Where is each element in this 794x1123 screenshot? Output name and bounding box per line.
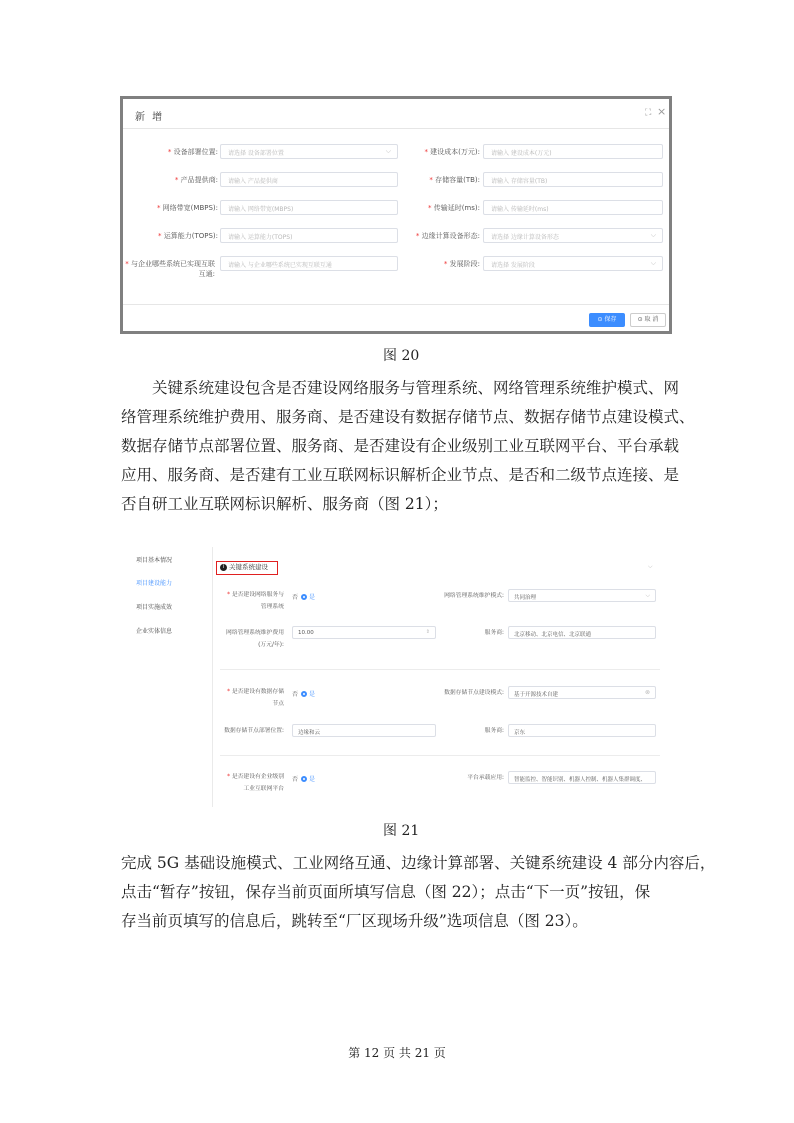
paragraph-line: 关键系统建设包含是否建设网络服务与管理系统、网络管理系统维护模式、网 — [152, 379, 680, 397]
field-label: * 产品提供商: — [174, 176, 218, 184]
radio-group[interactable]: 否 是 — [292, 594, 316, 601]
storage-capacity-input[interactable]: 请输入 存储容量(TB) — [483, 172, 663, 187]
paragraph-line: 数据存储节点部署位置、服务商、是否建设有企业级别工业互联网平台、平台承载 — [121, 437, 680, 455]
field-label: * 是否建设网络服务与 管理系统 — [227, 592, 284, 610]
paragraph-line: 否自研工业互联网标识解析、服务商（图 21）； — [121, 495, 448, 513]
figure-21-form — [130, 545, 666, 807]
paragraph-line: 点击“暂存”按钮，保存当前页面所填写信息（图 22）；点击“下一页”按钮，保 — [121, 883, 651, 901]
fullscreen-icon[interactable]: ⛶ — [645, 108, 652, 118]
radio-button[interactable] — [301, 776, 307, 782]
product-provider-input[interactable]: 请输入 产品提供商 — [220, 172, 398, 187]
paragraph-line: 存当前页填写的信息后，跳转至“厂区现场升级”选项信息（图 23）。 — [121, 912, 588, 930]
storage-location-input[interactable]: 边缘和云 — [292, 724, 436, 737]
field-label: * 设备部署位置: — [167, 148, 218, 156]
chevron-down-icon: ⌵ — [650, 259, 656, 267]
sidebar-item-entity-info[interactable]: 企业实体信息 — [136, 628, 173, 635]
maint-fee-input[interactable]: 10.00 ⇕ — [292, 626, 436, 639]
figure-20-caption: 图 20 — [383, 348, 420, 364]
field-label: 数据存储节点部署位置: — [224, 728, 284, 734]
field-label: 网络管理系统维护费用 (万元/年): — [226, 630, 284, 648]
platform-app-input[interactable]: 智能监控、智能识别、机器人控制、机器人集群调度、 — [508, 771, 656, 784]
edge-device-form-select[interactable]: 请选择 边缘计算设备形态 ⌵ — [483, 228, 663, 243]
field-label: * 是否建设有企业级别 工业互联网平台 — [227, 774, 284, 792]
field-label: * 网络带宽(MBPS): — [156, 204, 218, 212]
field-label: * 传输延时(ms): — [427, 204, 480, 212]
stepper-icon[interactable]: ⇕ — [425, 629, 430, 635]
sidebar-item-effectiveness[interactable]: 项目实施成效 — [136, 604, 173, 611]
cancel-button[interactable]: ⊙ 取 消 — [630, 313, 666, 327]
info-icon: i — [220, 564, 227, 571]
field-label: * 建设成本(万元): — [424, 148, 480, 156]
radio-group[interactable]: 否 是 — [292, 691, 316, 698]
section-divider — [220, 755, 660, 756]
radio-button[interactable] — [301, 691, 307, 697]
device-location-select[interactable]: 请选择 设备部署位置 ⌵ — [220, 144, 398, 159]
paragraph-line: 应用、服务商、是否建有工业互联网标识解析企业节点、是否和二级节点连接、是 — [121, 466, 680, 484]
clear-icon[interactable]: ⊗ — [644, 689, 650, 696]
build-cost-input[interactable]: 请输入 建设成本(万元) — [483, 144, 663, 159]
field-label: * 与企业哪些系统已实现互联互通: — [125, 260, 215, 278]
latency-input[interactable]: 请输入 传输延时(ms) — [483, 200, 663, 215]
field-label: 服务商: — [484, 630, 504, 636]
figure-21-caption: 图 21 — [383, 823, 420, 839]
field-label: * 边缘计算设备形态: — [415, 232, 480, 240]
sidebar-item-build-capability[interactable]: 项目建设能力 — [136, 580, 173, 587]
field-label: * 是否建设有数据存储 节点 — [227, 689, 284, 707]
field-label: * 运算能力(TOPS): — [157, 232, 218, 240]
form-panel — [212, 547, 667, 807]
provider-input[interactable]: 北京移动、北京电信、北京联通 — [508, 626, 656, 639]
dialog-title: 新 增 — [135, 112, 165, 123]
section-title-key-systems[interactable]: i 关键系统建设 — [216, 561, 278, 575]
dialog-footer-divider — [123, 304, 669, 305]
interconnect-systems-input[interactable]: 请输入 与企业哪些系统已实现互联互通 — [220, 256, 398, 271]
bandwidth-input[interactable]: 请输入 网络带宽(MBPS) — [220, 200, 398, 215]
field-label: 数据存储节点建设模式: — [444, 690, 504, 696]
sidebar-item-basic-info[interactable]: 项目基本情况 — [136, 557, 173, 564]
save-button[interactable]: ⊙ 保存 — [589, 313, 625, 327]
chevron-down-icon[interactable]: ⌵ — [648, 563, 653, 570]
field-label: * 发展阶段: — [443, 260, 480, 268]
close-icon[interactable]: × — [657, 105, 667, 118]
chevron-down-icon: ⌵ — [645, 592, 650, 599]
paragraph-2 — [121, 849, 716, 936]
storage-mode-select[interactable]: 基于开源技术自建 ⊗ — [508, 686, 656, 699]
dev-stage-select[interactable]: 请选择 发展阶段 ⌵ — [483, 256, 663, 271]
compute-power-input[interactable]: 请输入 运算能力(TOPS) — [220, 228, 398, 243]
figure-20-dialog — [120, 96, 672, 334]
radio-button[interactable] — [301, 594, 307, 600]
paragraph-1 — [121, 374, 695, 519]
provider-input[interactable]: 京东 — [508, 724, 656, 737]
field-label: 平台承载应用: — [467, 775, 504, 781]
radio-group[interactable]: 否 是 — [292, 776, 316, 783]
field-label: 网络管理系统维护模式: — [444, 593, 504, 599]
field-label: * 存储容量(TB): — [429, 176, 480, 184]
section-divider — [220, 669, 660, 670]
paragraph-line: 络管理系统维护费用、服务商、是否建设有数据存储节点、数据存储节点建设模式、 — [121, 408, 695, 426]
maint-mode-select[interactable]: 共同治理 ⌵ — [508, 589, 656, 602]
field-label: 服务商: — [484, 728, 504, 734]
chevron-down-icon: ⌵ — [650, 231, 656, 239]
chevron-down-icon: ⌵ — [385, 147, 391, 155]
paragraph-line: 完成 5G 基础设施模式、工业网络互通、边缘计算部署、关键系统建设 4 部分内容后， — [121, 854, 716, 872]
page-footer: 第 12 页 共 21 页 — [348, 1046, 446, 1060]
dialog-header-divider — [123, 128, 669, 129]
